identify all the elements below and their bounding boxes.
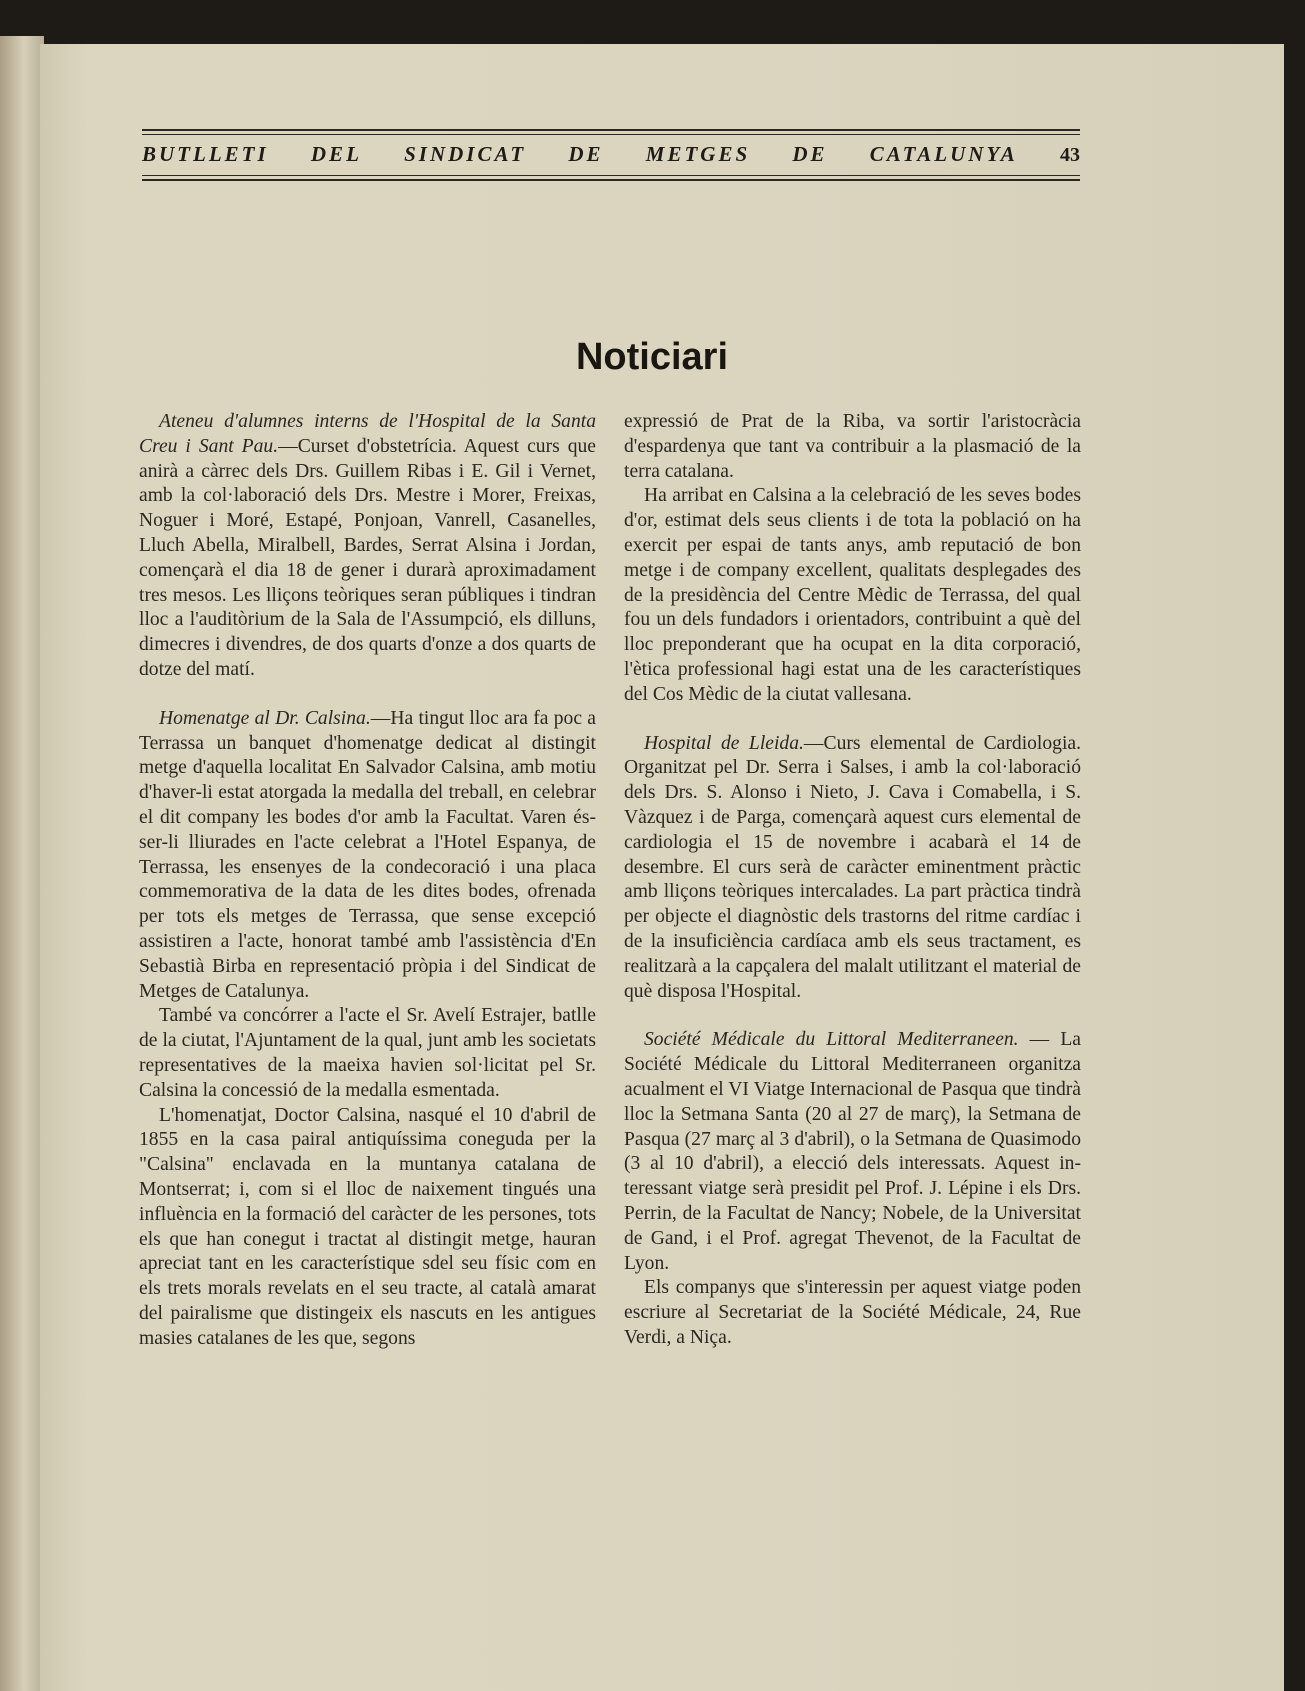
journal-word: CATALUNYA [869,142,1018,166]
left-column [139,410,596,1351]
news-text: —Curset d'obstetrícia. Aquest curs que anirà a càrrec dels Drs. Guillem Ribas i E. Gil i Vernet, amb la col·laboració dels Drs. Mestre i Morer, Freixas, Noguer i Moré, Estapé, Ponjoan, Vanrell, Casanelles, Lluch Abella, Miralbell, Bardes, Serrat Alsina i Jordan, començarà el dia 18 de gener i durarà aproximadament tres mesos. Les lliçons teòriques seran públiques i tindran lloc a l'auditòrium de la Sala de l'Assumpció, els dilluns, dimecres i divendres, de dos quarts d'onze a dos quarts de dotze del matí. [139,435,596,680]
news-text: Els companys que s'interessin per aquest viatge poden escriure al Secretariat de la Société Médicale, 24, Rue Verdi, a Niça. [624,1277,1081,1348]
news-paragraph [624,484,1081,707]
news-lead: Ateneu d'alumnes interns de l'Hospital de la Santa Creu i Sant Pau. [139,411,596,457]
header-rule-bottom-thin [142,175,1080,176]
right-column [624,410,1081,1351]
news-paragraph [624,1276,1081,1350]
news-paragraph [624,410,1081,484]
book-spine-edge [0,36,44,1691]
news-lead: Homenatge al Dr. Calsina. [159,707,371,729]
journal-word: DE [568,142,604,166]
header-rule-top-thin [142,134,1080,135]
news-text: Ha arribat en Calsina a la celebració de les seves bodes d'or, estimat dels seus clients i de tota la població on ha exercit per espai de tants anys, amb reputació de bon metge i de company excellent, qualitats desplegades des de la presidència del Centre Mèdic de Terrassa, del qual fou un dels fundadors i orientadors, contribuint a què del lloc preponderant que ha ocupat en la dita corporació, l'ètica professional hagi estat una de les característiques del Cos Mèdic de la ciutat vallesana. [624,485,1081,705]
journal-word: SINDICAT [404,142,527,166]
header-row [142,138,1080,172]
news-paragraph [139,707,596,1005]
header-rule-bottom [142,179,1080,181]
news-text: —Curs elemental de Cardiologia. Organitzat pel Dr. Serra i Salses, i amb la col·laboració dels Drs. S. Alonso i Nieto, J. Cava i Comabella, i S. Vàzquez i de Parga, començarà aquest curs elemental de cardiologia el 15 de novembre i acabarà el 14 de desembre. El curs serà de caràcter eminentment pràctic amb lliçons teòriques intercalades. La part pràctica tindrà per objecte el diagnòstic dels trastorns del ritme cardíac i de la insuficiència cardíaca amb els seus tractament, es realitzarà a la capçalera del malalt utilitzant el material de què disposa l'Hospital. [624,732,1082,1002]
section-title: Noticiari [575,336,729,378]
news-text: — La Société Médicale du Littoral Mediterraneen organitza acualment el VI Viatge Internacional de Pasqua que tindrà lloc la Setmana Santa (20 al 27 de març), la Setmana de Pasqua (27 març al 3 d'abril), o la Setmana de Quasimodo (3 al 10 d'abril), a elecció dels interessats. Aquest interessant viatge serà presidit pel Prof. J. Lépine i els Drs. Perrin, de la Facultat de Nancy; Nobele, de la Universitat de Gand, i el Prof. agregat Thevenot, de la Facultat de Lyon. [624,1029,1082,1274]
news-lead: Hospital de Lleida. [644,732,804,754]
news-paragraph [624,732,1081,1005]
news-text: L'homenatjat, Doctor Calsina, nasqué el 10 d'abril de 1855 en la casa pairal antiquíssima coneguda per la "Calsina" enclavada en la muntanya catalana de Montserrat; i, com si el lloc de naixement tingués una influència en la formació del caràcter de les persones, tots els que han conegut i tractat al distingit metge, hauran apreciat tant en les característique sdel seu físic com en els trets morals revelats en el seu tracte, al català amarat del pairalisme que distingeix els nascuts en les antigues masies catalanes de les que, segons [139,1104,596,1349]
journal-word: DE [792,142,828,166]
news-paragraph [139,1004,596,1103]
news-paragraph [624,1028,1081,1276]
running-header [142,126,1080,184]
news-paragraph [139,410,596,683]
news-text: expressió de Prat de la Riba, va sortir l'aristocràcia d'espardenya que tant va contribuir a la plasmació de la terra catalana. [624,411,1081,482]
news-lead: Société Médicale du Littoral Mediterraneen. [644,1029,1019,1051]
journal-word: BUTLLETI [142,142,269,166]
journal-word: METGES [645,142,751,166]
news-paragraph [139,1104,596,1352]
header-rule-top [142,129,1080,131]
journal-word: DEL [310,142,362,166]
news-text: —Ha tingut lloc ara fa poc a Terrassa un banquet d'homenatge dedicat al distingit metge d'aquella localitat En Salvador Calsina, amb motiu d'haver-li estat atorgada la medalla del treball, en celebrar el dit company les bodes d'or amb la Facultat. Varen ésser-li lliurades en l'acte celebrat a l'Hotel Espanya, de Terrassa, les ensenyes de la condecoració i una placa commemorativa de la data de les dites bodes, ofrenada per tots els metges de Terrassa, que sense excepció assistiren a l'acte, honorat també amb l'assistència d'En Sebastià Birba en representació pròpia i del Sindicat de Metges de Catalunya. [139,707,596,1002]
news-text: També va concórrer a l'acte el Sr. Avelí Estrajer, batlle de la ciutat, l'Ajuntament de la qual, junt amb les societats representatives de la maeixa havien sol·licitat pel Sr. Calsina la concessió de la medalla esmentada. [139,1005,596,1101]
page-number: 43 [1059,144,1080,166]
